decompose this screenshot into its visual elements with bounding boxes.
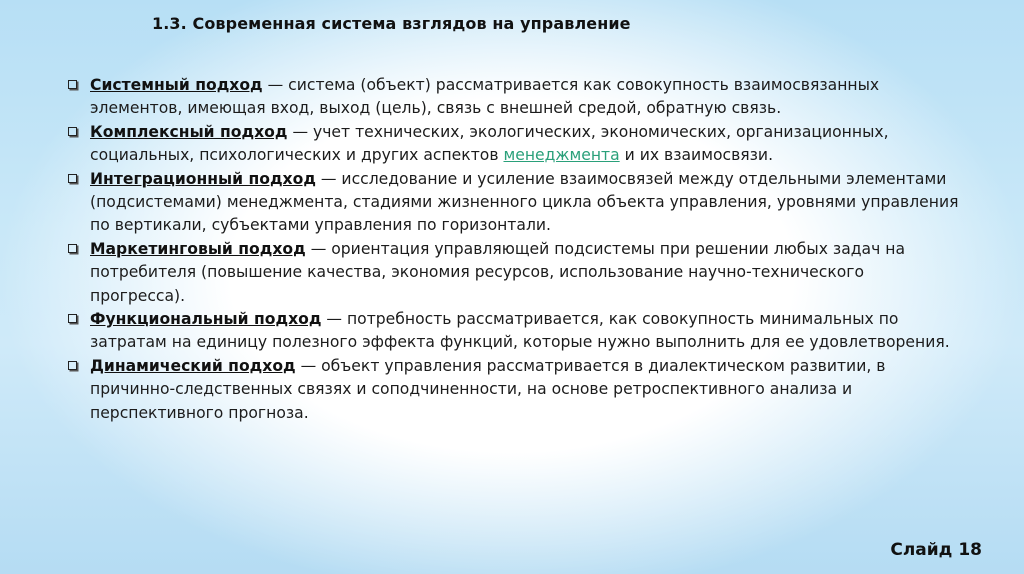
square-bullet-icon [68,361,77,370]
item-text: — учет технических, экологических, экономических, организационных, социальных, психологических и других аспектов [90,122,889,165]
slide-title: 1.3. Современная система взглядов на управление [152,14,631,33]
list-item-integration-approach [64,168,964,238]
term-dynamic-approach: Динамический подход [90,356,296,375]
list-item-dynamic-approach [64,355,964,425]
term-systemic-approach: Системный подход [90,76,263,94]
slide-number: Слайд 18 [890,540,982,560]
square-bullet-icon [68,80,77,89]
management-link[interactable]: менеджмента [503,146,620,165]
term-marketing-approach: Маркетинговый подход [90,239,306,258]
list-item-complex-approach [64,121,964,168]
item-text: — объект управления рассматривается в диалектическом развитии, в причинно-следственных связях и соподчиненности, на основе ретроспективного анализа и перспективного прогноза. [90,356,886,422]
list-item-systemic-approach [64,74,964,121]
term-integration-approach: Интеграционный подход [90,169,316,188]
square-bullet-icon [68,244,77,253]
list-item-functional-approach [64,308,964,355]
approaches-list [64,74,964,425]
list-item-marketing-approach [64,238,964,308]
item-text: — потребность рассматривается, как совокупность минимальных по затратам на единицу полезного эффекта функций, которые нужно выполнить для ее удовлетворения. [90,310,950,352]
term-functional-approach: Функциональный подход [90,310,322,329]
square-bullet-icon [68,174,77,183]
item-text-after: и их взаимосвязи. [619,146,774,165]
item-text: — ориентация управляющей подсистемы при решении любых задач на потребителя (повышение качества, экономия ресурсов, использование научно-технического прогресса). [90,239,906,305]
square-bullet-icon [68,127,77,136]
item-text: — исследование и усиление взаимосвязей между отдельными элементами (подсистемами) менеджмента, стадиями жизненного цикла объекта управления, уровнями управления по вертикали, субъектами управления по горизонтали. [90,169,959,235]
square-bullet-icon [68,314,77,323]
term-complex-approach: Комплексный подход [90,122,288,141]
item-text: — система (объект) рассматривается как совокупность взаимосвязанных элементов, имеющая вход, выход (цель), связь с внешней средой, обратную связь. [90,76,880,118]
